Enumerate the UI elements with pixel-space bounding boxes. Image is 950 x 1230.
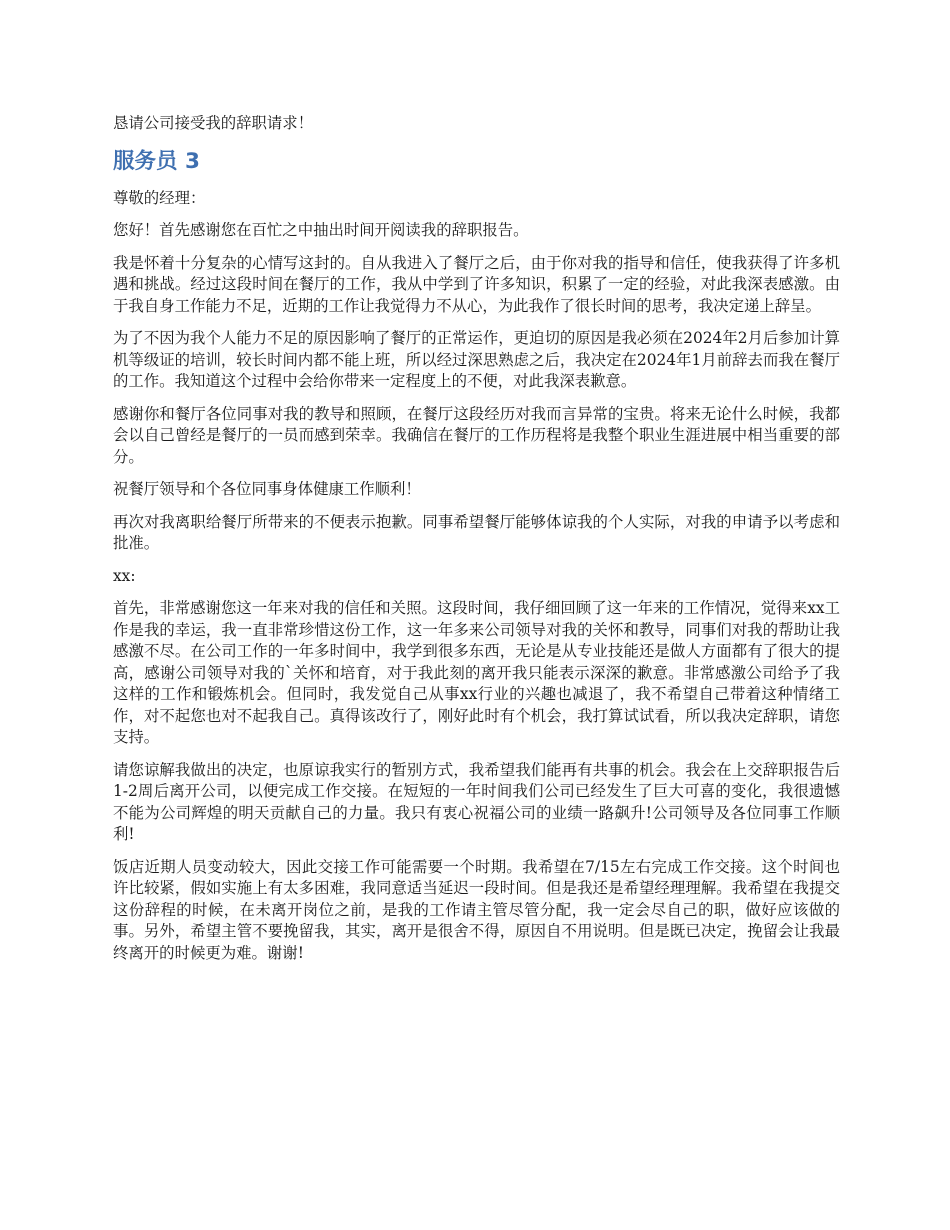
paragraph: 为了不因为我个人能力不足的原因影响了餐厅的正常运作，更迫切的原因是我必须在2024年2月后参加计算机等级证的培训，较长时间内都不能上班，所以经过深思熟虑之后，我决定在2024年1月前辞去而我在餐厅的工作。我知道这个过程中会给你带来一定程度上的不便，对此我深表歉意。	[113, 329, 840, 390]
intro-line: 恳请公司接受我的辞职请求！	[113, 114, 314, 132]
paragraph: 请您谅解我做出的决定，也原谅我实行的暂别方式，我希望我们能再有共事的机会。我会在上交辞职报告后1-2周后离开公司，以便完成工作交接。在短短的一年时间我们公司已经发生了巨大可喜的变化，我很遗憾不能为公司辉煌的明天贡献自己的力量。我只有衷心祝福公司的业绩一路飙升!公司领导及各位同事工作顺利!	[113, 760, 840, 843]
paragraph: 祝餐厅领导和个各位同事身体健康工作顺利！	[113, 480, 421, 498]
salutation-2: xx:	[113, 566, 136, 585]
paragraph: 您好！首先感谢您在百忙之中抽出时间开阅读我的辞职报告。	[113, 221, 529, 239]
document-body	[113, 113, 840, 975]
paragraph: 感谢你和餐厅各位同事对我的教导和照顾，在餐厅这段经历对我而言异常的宝贵。将来无论什么时候，我都会以自己曾经是餐厅的一员而感到荣幸。我确信在餐厅的工作历程将是我整个职业生涯进展中相当重要的部分。	[113, 404, 840, 466]
paragraph: 首先，非常感谢您这一年来对我的信任和关照。这段时间，我仔细回顾了这一年来的工作情况，觉得来xx工作是我的幸运，我一直非常珍惜这份工作，这一年多来公司领导对我的关怀和教导，同事们对我的帮助让我感激不尽。在公司工作的一年多时间中，我学到很多东西，无论是从专业技能还是做人方面都有了很大的提高，感谢公司领导对我的`关怀和培育，对于我此刻的离开我只能表示深深的歉意。非常感激公司给予了我这样的工作和锻炼机会。但同时，我发觉自己从事xx行业的兴趣也减退了，我不希望自己带着这种情绪工作，对不起您也对不起我自己。真得该改行了，刚好此时有个机会，我打算试试看，所以我决定辞职，请您支持。	[113, 599, 840, 746]
paragraph: 我是怀着十分复杂的心情写这封的。自从我进入了餐厅之后，由于你对我的指导和信任，使我获得了许多机遇和挑战。经过这段时间在餐厅的工作，我从中学到了许多知识，积累了一定的经验，对此我深表感激。由于我自身工作能力不足，近期的工作让我觉得力不从心，为此我作了很长时间的思考，我决定递上辞呈。	[113, 253, 840, 315]
paragraph: 再次对我离职给餐厅所带来的不便表示抱歉。同事希望餐厅能够体谅我的个人实际，对我的申请予以考虑和批准。	[113, 512, 840, 552]
section-heading: 服务员 3	[113, 148, 200, 174]
salutation: 尊敬的经理：	[113, 188, 206, 207]
paragraph: 饭店近期人员变动较大，因此交接工作可能需要一个时期。我希望在7/15左右完成工作交接。这个时间也许比较紧，假如实施上有太多困难，我同意适当延迟一段时间。但是我还是希望经理理解。我希望在我提交这份辞程的时候，在未离开岗位之前，是我的工作请主管尽管分配，我一定会尽自己的职，做好应该做的事。另外，希望主管不要挽留我，其实，离开是很舍不得，原因自不用说明。但是既已决定，挽留会让我最终离开的时候更为难。谢谢!	[113, 857, 840, 962]
